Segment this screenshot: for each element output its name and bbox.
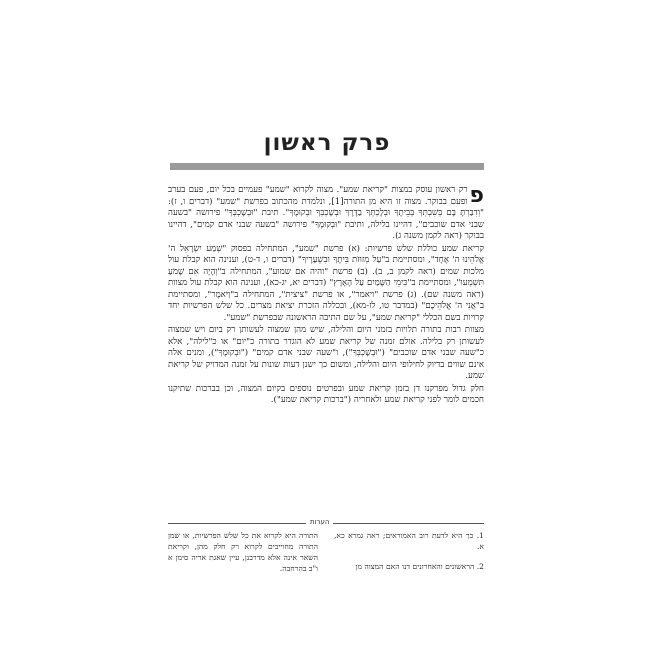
paragraph-2: קריאת שמע כוללת שלש פרשיות: (א) פרשת "שמע", המתחילה בפסוק "שְׁמַע יִשְׂרָאֵל ה' אֱלֹהֵינוּ ה' אֶחָד", ומסתיימת ב"עַל מְזוּזֹת בֵּיתֶךָ וּבִשְׁעָרֶיךָ" (דברים ו, ד-ט), וענינה הוא קבלת עול מלכות שמים (ראה לקמן ב, ב). (ב) פרשת "והיה אם שמוע", המתחילה ב"וְהָיָה אִם שָׁמֹעַ תִּשְׁמְעוּ", ומסתיימת ב"כִּימֵי הַשָּׁמַיִם עַל הָאָרֶץ" (דברים יא, יג-כא), וענינה הוא קבלת עול מצוות (ראה משנה שם). (ג) פרשת "ויאמר", או פרשת "ציצית", המתחילה ב"וַיֹּאמֶר", ומסתיימת ב"אֲנִי ה' אֱלֹהֵיכֶם" (במדבר טו, לז-מא), ובכללה הזכרת יציאת מצרים. כל שלש הפרשיות יחד קרויות בשם הכללי "קריאת שמע", על שם התיבה הראשונה שבפרשת "שמע". (168, 243, 484, 323)
drop-cap-letter: פ (469, 183, 484, 208)
paragraph-3: מצוות רבות בתורה תלויות בזמני היום והלילה, שיש מהן שמצוה לעשותן רק ביום ויש שמצוה לעשותן רק בלילה. אולם זמנה של קריאת שמע לא הוגדר בתורה כ"יום" או כ"לילה", אלא כ"שעה שבני אדם שוכבים" ("וּבְשָׁכְבְּךָ"), ו"שעה שבני אדם קמים" ("וּבְקוּמֶךָ"), ומנים אלה אינם שווים בדיוק לחילופי היום והלילה, ומשום כך ישנן דעות שונות על זמנה המדויק של קריאת שמע. (168, 325, 484, 381)
notes-label: הערות (306, 518, 333, 527)
footnote-2: 2. הראשונים והאחרונים דנו האם המצוה מן (355, 562, 484, 571)
paragraph-4: חלק גדול מפרקנו דן בזמן קריאת שמע ובפרטים נוספים בקיום המצוה, וכן בברכות שתיקנו חכמים לומר לפני קריאת שמע ולאחריה ("ברכות קריאת שמע"). (168, 383, 484, 405)
main-text (168, 185, 484, 408)
footnote-2-continued: התורה היא לקרוא את כל שלש הפרשיות, או שמן התורה מחוייבים לקרוא רק חלק מהן, וקריאת השאר אינה אלא מדרבנן, עיין שאגת אריה סימן א ו"ב בהרחבה. (168, 531, 318, 573)
notes-right-column (334, 530, 484, 581)
paragraph-1 (168, 185, 484, 243)
notes-left-column (168, 530, 318, 583)
title-underline-bar (170, 163, 484, 170)
chapter-title: פרק ראשון (263, 130, 391, 156)
paragraph-1-text: רק ראשון עוסק במצות "קריאת שמע". מצוה לקרוא "שמע" פעמיים בכל יום, פעם בערב ופעם בבוקר. מצוה זו היא מן התורה[1], ונלמדת מהכתוב בפרשת "שמע" (דברים ו, ז): "וְדִבַּרְתָּ בָּם בְּשִׁבְתְּךָ בְּבֵיתֶךָ וּבְלֶכְתְּךָ בַדֶּרֶךְ וּבְשָׁכְבְּךָ וּבְקוּמֶךָ". תיבת "וּבְשָׁכְבְּךָ" פירושה "בשעה שבני אדם שוכבים", דהיינו בלילה, ותיבת "וּבְקוּמֶךָ" פירושה "בשעה שבני אדם קמים", דהיינו בבוקר (ראה לקמן משנה ג). (168, 185, 484, 241)
footnote-1: 1. כך היא לדעת רוב האמוראים; ראה גמרא כא, א. (334, 531, 484, 551)
